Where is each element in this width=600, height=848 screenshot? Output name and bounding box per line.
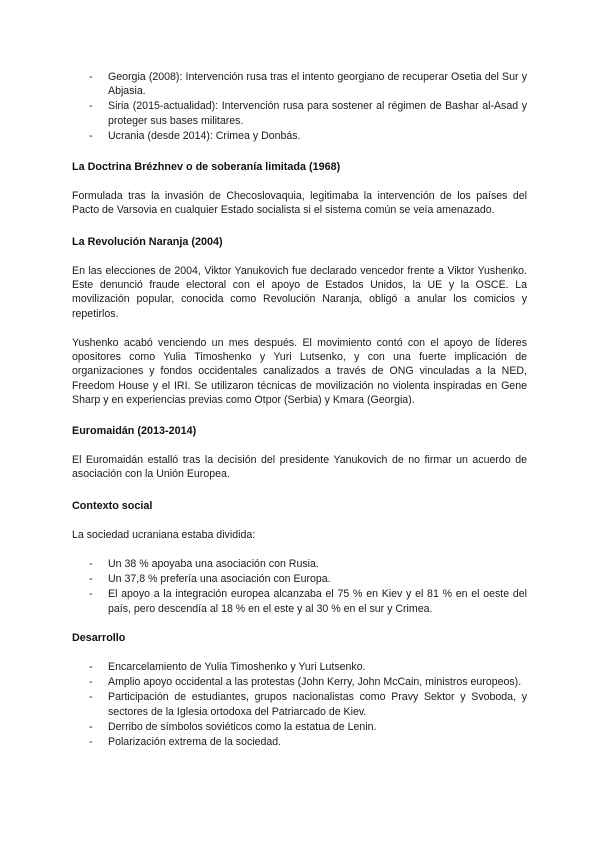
- contexto-list: [72, 557, 527, 617]
- list-item: - Siria (2015-actualidad): Intervención rusa para sostener al régimen de Bashar al-Asad y proteger sus bases militares.: [89, 100, 527, 127]
- list-item: - Polarización extrema de la sociedad.: [89, 736, 282, 749]
- section-heading-contexto: Contexto social: [72, 500, 153, 512]
- paragraph-euromaidan: El Euromaidán estalló tras la decisión del presidente Yanukovich de no firmar un acuerdo de asociación con la Unión Europea.: [72, 454, 527, 481]
- list-item: - Ucrania (desde 2014): Crimea y Donbás.: [89, 129, 301, 142]
- intervention-list: [72, 70, 527, 144]
- list-item: - Encarcelamiento de Yulia Timoshenko y Yuri Lutsenko.: [89, 661, 366, 673]
- section-heading-euromaidan: Euromaidán (2013-2014): [72, 425, 197, 437]
- paragraph-naranja-1: En las elecciones de 2004, Viktor Yanukovich fue declarado vencedor frente a Viktor Yushenko. Este denunció fraude electoral con el apoyo de Estados Unidos, la UE y la OSCE. La movilización popular, conocida como Revolución Naranja, obligó a anular los comicios y repetirlos.: [72, 265, 527, 320]
- list-item: - Participación de estudiantes, grupos nacionalistas como Pravy Sektor y Svoboda, y sectores de la Iglesia ortodoxa del Patriarcado de Kiev.: [89, 691, 527, 718]
- list-item: - Un 37,8 % prefería una asociación con Europa.: [89, 573, 331, 586]
- paragraph-contexto-intro: La sociedad ucraniana estaba dividida:: [72, 529, 256, 541]
- paragraph-naranja-2: Yushenko acabó venciendo un mes después. El movimiento contó con el apoyo de líderes opositores como Yulia Timoshenko y Yuri Lutsenko, y con una fuerte implicación de organizaciones y fondos occidentales canalizados a través de ONG vinculadas a la NED, Freedom House y el IRI. Se utilizaron técnicas de movilización no violenta inspiradas en Gene Sharp y en experiencias previas como Otpor (Serbia) y Kmara (Georgia).: [72, 337, 527, 406]
- section-heading-brezhnev: La Doctrina Brézhnev o de soberanía limitada (1968): [72, 161, 341, 173]
- list-item: - Amplio apoyo occidental a las protestas (John Kerry, John McCain, ministros europeos).: [89, 676, 522, 689]
- list-item: - El apoyo a la integración europea alcanzaba el 75 % en Kiev y el 81 % en el oeste del país, pero descendía al 18 % en el este y al 30 % en el sur y Crimea.: [89, 588, 527, 615]
- list-item: - Un 38 % apoyaba una asociación con Rusia.: [89, 558, 319, 570]
- list-item: - Georgia (2008): Intervención rusa tras el intento georgiano de recuperar Osetia del Sur y Abjasia.: [89, 71, 527, 98]
- paragraph-brezhnev: Formulada tras la invasión de Checoslovaquia, legitimaba la intervención de los países del Pacto de Varsovia en cualquier Estado socialista si el sistema común se veía amenazado.: [72, 190, 527, 217]
- desarrollo-list: [72, 660, 527, 750]
- list-item: - Derribo de símbolos soviéticos como la estatua de Lenin.: [89, 720, 377, 733]
- section-heading-desarrollo: Desarrollo: [72, 632, 126, 644]
- section-heading-naranja: La Revolución Naranja (2004): [72, 236, 223, 248]
